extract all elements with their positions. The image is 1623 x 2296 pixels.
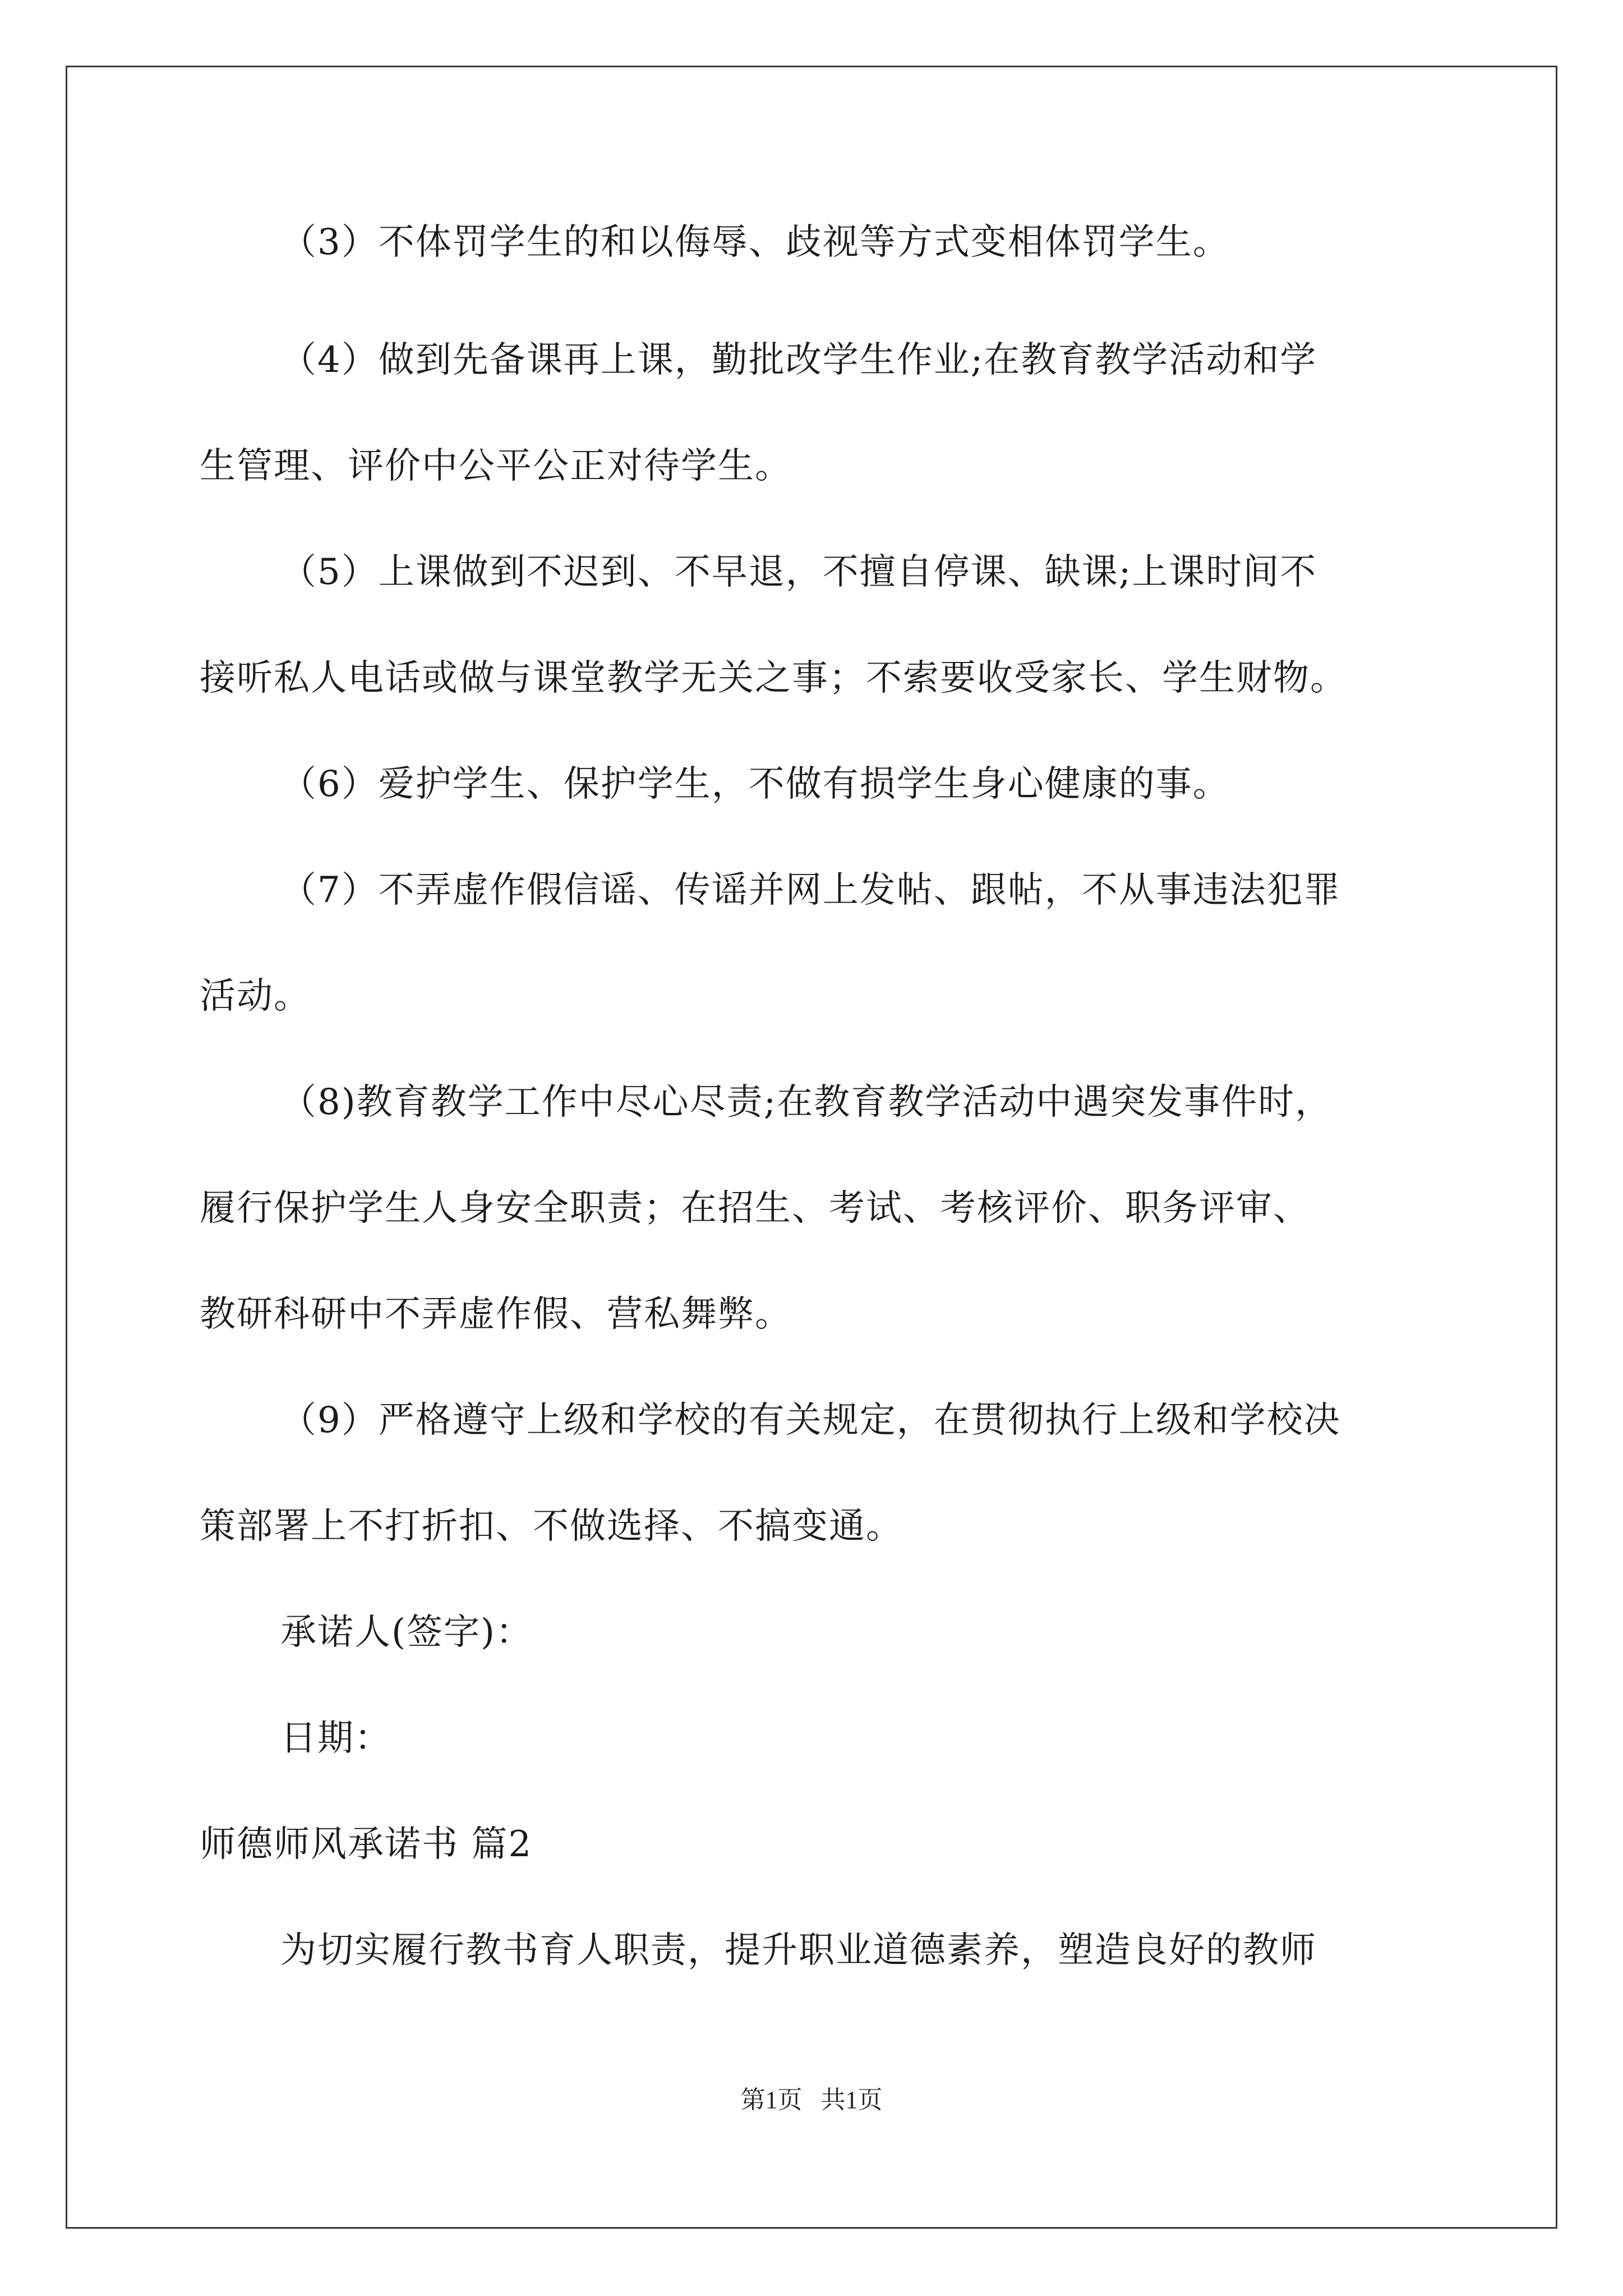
section-heading: 师德师风承诺书 篇2 (200, 1824, 533, 1865)
page-footer: 第1页 共1页 (740, 2086, 883, 2114)
paragraph-line: 教研科研中不弄虚作假、营私舞弊。 (200, 1294, 792, 1335)
date-label: 日期： (280, 1718, 391, 1759)
paragraph-line: （8)教育教学工作中尽心尽责;在教育教学活动中遇突发事件时， (280, 1082, 1332, 1123)
paragraph-line: （6）爱护学生、保护学生，不做有损学生身心健康的事。 (280, 763, 1230, 805)
paragraph-line: 接听私人电话或做与课堂教学无关之事；不索要收受家长、学生财物。 (200, 657, 1347, 699)
paragraph-line: 生管理、评价中公平公正对待学生。 (200, 445, 792, 487)
paragraph-line: （5）上课做到不迟到、不早退，不擅自停课、缺课;上课时间不 (280, 551, 1317, 593)
paragraph-line: 为切实履行教书育人职责，提升职业道德素养，塑造良好的教师 (280, 1930, 1317, 1971)
paragraph-line: 履行保护学生人身安全职责；在招生、考试、考核评价、职务评审、 (200, 1188, 1310, 1229)
paragraph-line: （9）严格遵守上级和学校的有关规定，在贯彻执行上级和学校决 (280, 1400, 1341, 1441)
paragraph-line: （7）不弄虚作假信谣、传谣并网上发帖、跟帖，不从事违法犯罪 (280, 869, 1341, 911)
paragraph-line: 活动。 (200, 976, 311, 1017)
paragraph-line: （3）不体罚学生的和以侮辱、歧视等方式变相体罚学生。 (280, 222, 1230, 263)
paragraph-line: 策部署上不打折扣、不做选择、不搞变通。 (200, 1506, 903, 1547)
signature-label: 承诺人(签字)： (280, 1612, 533, 1653)
paragraph-line: （4）做到先备课再上课，勤批改学生作业;在教育教学活动和学 (280, 339, 1317, 381)
